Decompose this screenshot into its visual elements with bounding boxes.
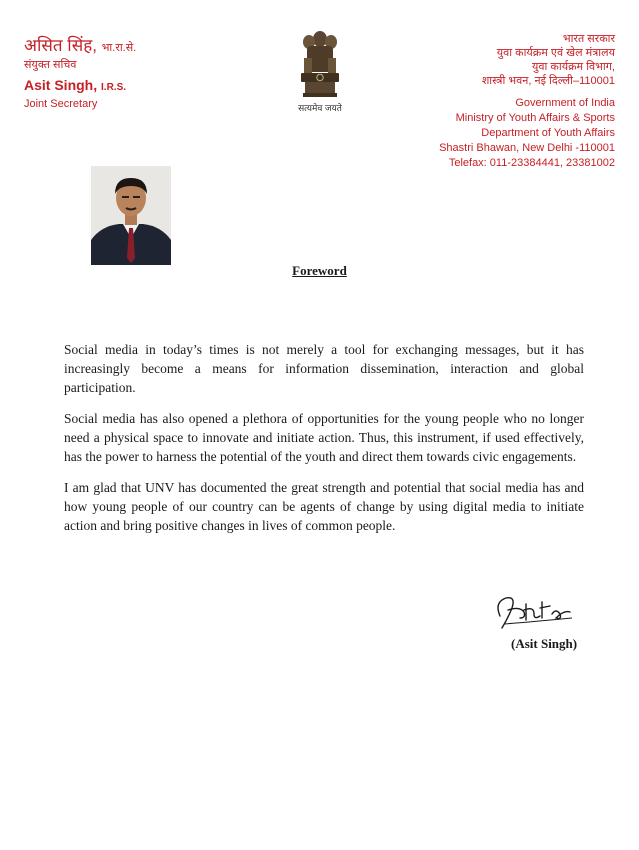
- paragraph: Social media in today’s times is not merely a tool for exchanging messages, but it has increasingly become a means for information dissemination, interaction and global participation.: [64, 342, 584, 395]
- ashoka-emblem-icon: [295, 26, 345, 100]
- portrait-photo: [91, 166, 171, 265]
- hindi-address-line: शास्त्री भवन, नई दिल्ली–110001: [481, 75, 615, 87]
- foreword-body: [64, 340, 584, 547]
- hindi-address-line: युवा कार्यक्रम विभाग,: [532, 61, 615, 73]
- english-address-line: Department of Youth Affairs: [481, 127, 615, 139]
- letterhead-right: [415, 32, 615, 171]
- signatory-name: (Asit Singh): [511, 636, 578, 651]
- signature-scrawl: [490, 588, 580, 634]
- hindi-suffix: भा.रा.से.: [101, 42, 137, 54]
- hindi-address-line: युवा कार्यक्रम एवं खेल मंत्रालय: [496, 47, 615, 59]
- english-address-line: Shastri Bhawan, New Delhi -110001: [439, 142, 615, 154]
- foreword-heading: Foreword: [292, 263, 347, 278]
- english-address-line: Ministry of Youth Affairs & Sports: [455, 112, 615, 124]
- english-name: Asit Singh,: [24, 77, 98, 93]
- paragraph: Social media has also opened a plethora of opportunities for the young people who no longer need a physical space to innovate and initiate action. Thus, this instrument, if used effectively, has the power to harness the potential of the youth and direct them towards civic engagements.: [64, 411, 584, 464]
- paragraph: I am glad that UNV has documented the great strength and potential that social media has and how young people of our country can be agents of change by using digital media to initiate action and bring positive changes in lives of common people.: [64, 480, 584, 533]
- english-address-line: Government of India: [515, 97, 615, 109]
- handwritten-signature: [490, 588, 590, 639]
- english-telefax-line: Telefax: 011-23384441, 23381002: [448, 157, 615, 169]
- english-suffix: I.R.S.: [101, 82, 127, 93]
- emblem-motto: सत्यमेव जयते: [298, 103, 342, 113]
- hindi-name: असित सिंह,: [24, 36, 97, 55]
- english-title: Joint Secretary: [24, 98, 98, 110]
- hindi-address-line: भारत सरकार: [562, 33, 615, 45]
- portrait-image: [91, 166, 171, 265]
- national-emblem: [289, 26, 351, 114]
- hindi-title: संयुक्त सचिव: [24, 59, 77, 71]
- letterhead-left: [24, 36, 136, 111]
